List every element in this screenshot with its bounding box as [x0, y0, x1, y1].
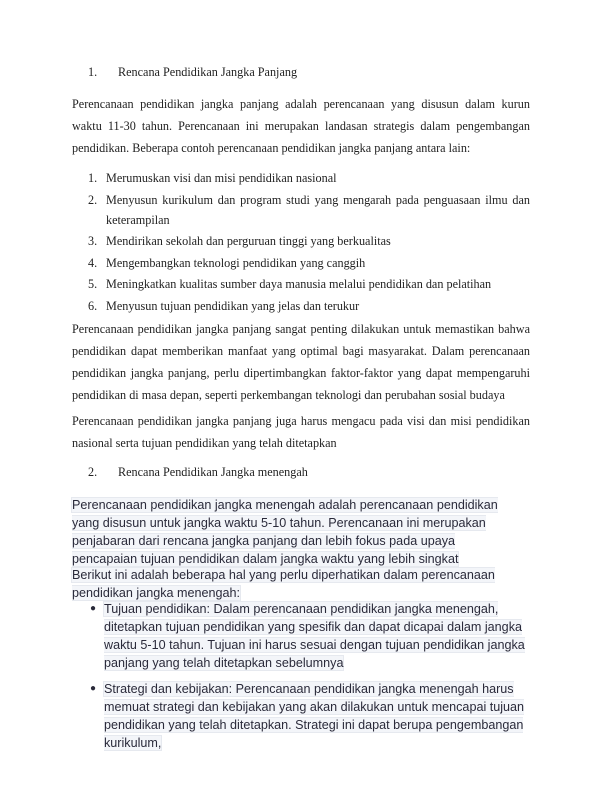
section-2-intro-text: Perencanaan pendidikan jangka menengah adalah perencanaan pendidikan yang disusun untuk jangka waktu 5-10 tahun. Perencanaan ini merupakan penjabaran dari rencana jangka panjang dan lebih fokus pada upaya pencapaian tujuan pendidikan dalam jangka waktu yang lebih singkat	[72, 498, 498, 566]
section-2-lead	[72, 566, 522, 602]
list-item-number: 1.	[88, 171, 98, 185]
bullet-text: Tujuan pendidikan: Dalam perencanaan pendidikan jangka menengah, ditetapkan tujuan pendidikan yang spesifik dan dapat dicapai dalam jangka waktu 5-10 tahun. Tujuan ini harus sesuai dengan tujuan pendidikan jangka panjang yang telah ditetapkan sebelumnya	[104, 602, 525, 670]
list-item-text: Menyusun kurikulum dan program studi yang mengarah pada penguasaan ilmu dan keterampilan	[106, 192, 530, 227]
list-item-text: Mendirikan sekolah dan perguruan tinggi yang berkualitas	[106, 234, 391, 248]
section-1-intro: Perencanaan pendidikan jangka panjang adalah perencanaan yang disusun dalam kurun waktu 11-30 tahun. Perencanaan ini merupakan landasan strategis dalam pengembangan pendidikan. Beberapa contoh perencanaan pendidikan jangka panjang antara lain:	[72, 97, 530, 155]
list-item	[88, 190, 530, 230]
list-item	[88, 253, 530, 273]
list-item	[88, 231, 530, 251]
section-2-number: 2.	[88, 465, 98, 479]
list-item-text: Mengembangkan teknologi pendidikan yang canggih	[106, 255, 366, 270]
bullet-text: Strategi dan kebijakan: Perencanaan pendidikan jangka menengah harus memuat strategi dan kebijakan yang akan dilakukan untuk mencapai tujuan pendidikan yang telah ditetapkan. Strategi ini dapat berupa pengembangan kurikulum,	[104, 682, 525, 750]
list-item	[90, 680, 530, 752]
section-1-paragraph-3: Perencanaan pendidikan jangka panjang juga harus mengacu pada visi dan misi pendidikan nasional serta tujuan pendidikan yang telah ditetapkan	[72, 414, 530, 450]
list-item-text: Meningkatkan kualitas sumber daya manusia melalui pendidikan dan pelatihan	[106, 277, 492, 291]
medium-term-bullet-list	[90, 600, 530, 760]
list-item-number: 3.	[88, 234, 98, 248]
long-term-plan-list	[88, 168, 530, 317]
section-1-number: 1.	[88, 65, 98, 79]
bullet-text-wrap	[104, 680, 530, 752]
bullet-icon: ●	[90, 683, 97, 694]
section-1-paragraph-2: Perencanaan pendidikan jangka panjang sangat penting dilakukan untuk memastikan bahwa pendidikan dapat memberikan manfaat yang optimal bagi masyarakat. Dalam perencanaan pendidikan jangka panjang, perlu dipertimbangkan faktor-faktor yang dapat mempengaruhi pendidikan di masa depan, seperti perkembangan teknologi dan perubahan sosial budaya	[72, 322, 530, 402]
list-item-number: 5.	[88, 277, 98, 291]
bullet-text-wrap	[104, 600, 530, 672]
section-2-intro	[72, 496, 522, 568]
section-1-heading	[88, 65, 297, 80]
section-2-title: Rencana Pendidikan Jangka menengah	[118, 465, 308, 479]
list-item	[88, 168, 530, 188]
list-item-text: Merumuskan visi dan misi pendidikan nasional	[106, 171, 337, 185]
section-2-lead-text: Berikut ini adalah beberapa hal yang perlu diperhatikan dalam perencanaan pendidikan jangka menengah:	[72, 568, 495, 600]
section-2-heading	[88, 465, 308, 480]
list-item-number: 2.	[88, 192, 98, 207]
list-item	[88, 296, 530, 316]
list-item	[88, 274, 530, 294]
list-item-number: 4.	[88, 255, 98, 270]
list-item	[90, 600, 530, 672]
section-1-title: Rencana Pendidikan Jangka Panjang	[118, 65, 298, 79]
list-item-number: 6.	[88, 298, 98, 313]
list-item-text: Menyusun tujuan pendidikan yang jelas dan terukur	[106, 298, 360, 313]
bullet-icon: ●	[90, 603, 97, 614]
